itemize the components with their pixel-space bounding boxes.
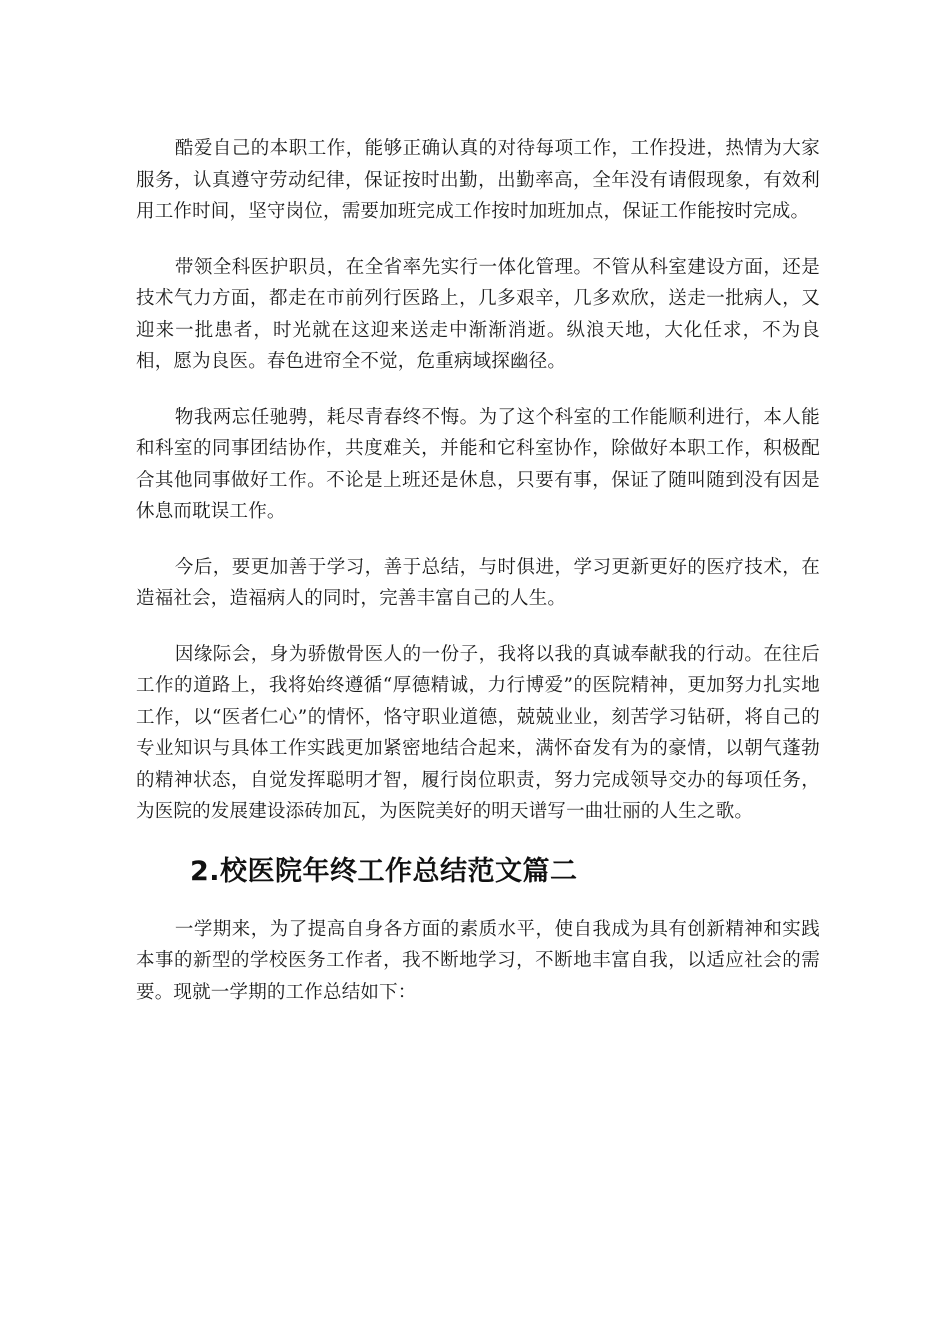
- paragraph-work-attitude: 酷爱自己的本职工作，能够正确认真的对待每项工作，工作投进，热情为大家服务，认真遵守劳动纪律，保证按时出勤，出勤率高，全年没有请假现象，有效利用工作时间，坚守岗位，需要加班完成工作按时加班加点，保证工作能按时完成。: [136, 138, 820, 222]
- paragraph-future-learning: 今后，要更加善于学习，善于总结，与时俱进，学习更新更好的医疗技术，在造福社会，造福病人的同时，完善丰富自己的人生。: [136, 556, 820, 609]
- paragraph-semester-intro: 一学期来，为了提高自身各方面的素质水平，使自我成为具有创新精神和实践本事的新型的学校医务工作者，我不断地学习，不断地丰富自我，以适应社会的需要。现就一学期的工作总结如下：: [136, 918, 820, 1003]
- section-heading: 2.校医院年终工作总结范文篇二: [190, 855, 578, 887]
- paragraph-commitment: 因缘际会，身为骄傲骨医人的一份子，我将以我的真诚奉献我的行动。在往后工作的道路上，我将始终遵循“厚德精诚，力行博爱”的医院精神，更加努力扎实地工作，以“医者仁心”的情怀，恪守职业道德，兢兢业业，刻苦学习钻研，将自己的专业知识与具体工作实践更加紧密地结合起来，满怀奋发有为的豪情，以朝气蓬勃的精神状态，自觉发挥聪明才智，履行岗位职责，努力完成领导交办的每项任务，为医院的发展建设添砖加瓦，为医院美好的明天谱写一曲壮丽的人生之歌。: [136, 643, 820, 822]
- document-body: [136, 133, 820, 1032]
- paragraph-department-management: 带领全科医护职员，在全省率先实行一体化管理。不管从科室建设方面，还是技术气力方面，都走在市前列行医路上，几多艰辛，几多欢欣，送走一批病人，又迎来一批患者，时光就在这迎来送走中渐渐消逝。纵浪天地，大化任求，不为良相，愿为良医。春色进帘全不觉，危重病域探幽径。: [136, 256, 820, 372]
- paragraph-teamwork: 物我两忘任驰骋，耗尽青春终不悔。为了这个科室的工作能顺利进行，本人能和科室的同事团结协作，共度难关，并能和它科室协作，除做好本职工作，积极配合其他同事做好工作。不论是上班还是休息，只要有事，保证了随叫随到没有因是休息而耽误工作。: [136, 406, 820, 522]
